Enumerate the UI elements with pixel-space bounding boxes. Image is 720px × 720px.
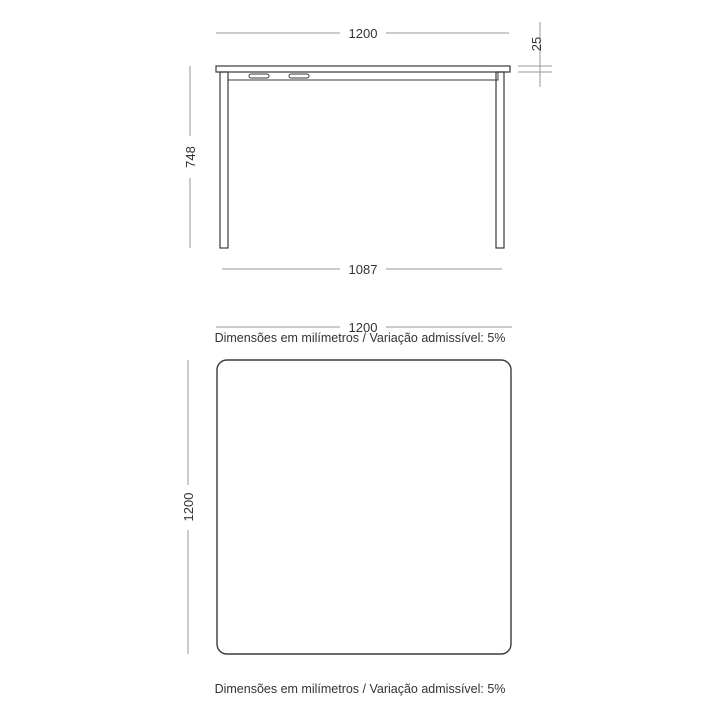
right-leg bbox=[496, 72, 504, 248]
top-view-note: Dimensões em milímetros / Variação admissível: 5% bbox=[214, 682, 506, 696]
front-width-label: 1200 bbox=[348, 26, 378, 41]
top-width-label: 1200 bbox=[348, 320, 378, 335]
left-leg bbox=[220, 72, 228, 248]
leg-span-dimension bbox=[222, 262, 502, 277]
tabletop-outline bbox=[217, 360, 511, 654]
cable-slot bbox=[289, 74, 309, 78]
top-view bbox=[181, 320, 512, 654]
top-depth-dimension bbox=[181, 360, 196, 654]
front-view bbox=[183, 22, 552, 277]
front-width-dimension bbox=[216, 26, 509, 41]
top-thickness-dimension bbox=[518, 22, 552, 87]
top-depth-label: 1200 bbox=[181, 492, 196, 522]
front-view-note: Dimensões em milímetros / Variação admissível: 5% bbox=[214, 331, 506, 345]
leg-span-label: 1087 bbox=[348, 262, 378, 277]
front-height-label: 748 bbox=[183, 146, 198, 168]
front-height-dimension bbox=[183, 66, 198, 248]
top-thickness-label: 25 bbox=[529, 36, 544, 52]
table-top-edge bbox=[216, 66, 510, 72]
cable-slot bbox=[249, 74, 269, 78]
